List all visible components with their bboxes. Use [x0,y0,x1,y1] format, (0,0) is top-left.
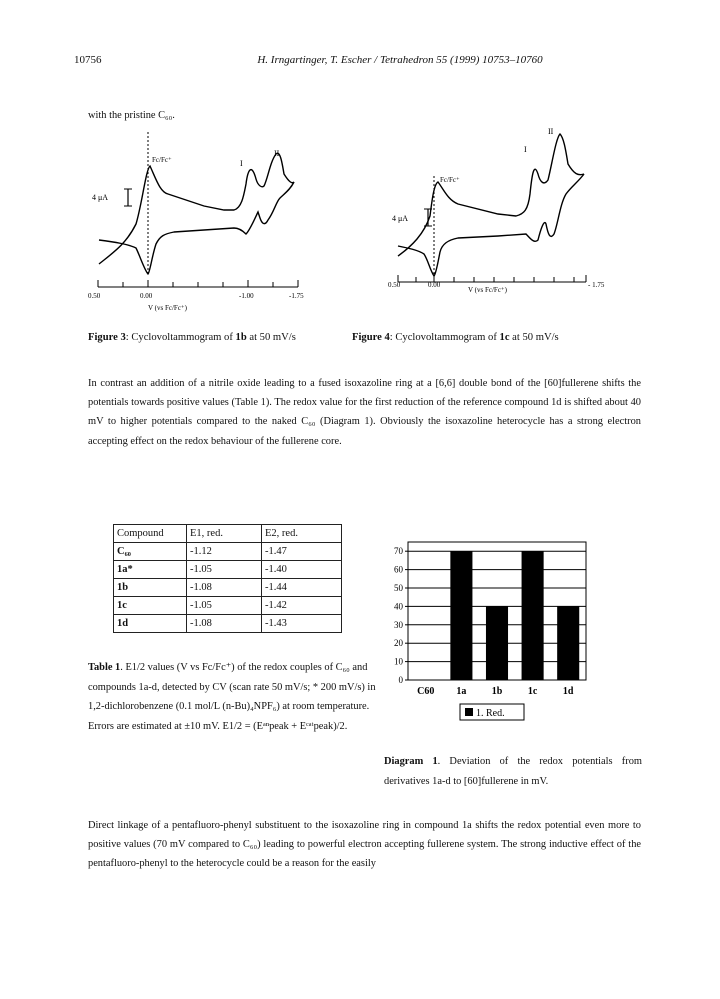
table-row: 1d -1.08 -1.43 [114,615,342,633]
peak-label-i: I [524,145,527,154]
cv-trace-upper [398,134,584,256]
figure4-caption: Figure 4: Cyclovoltammogram of 1c at 50 mV/s [352,332,559,343]
y-tick-label: 60 [394,564,403,575]
figure3-caption: Figure 3: Cyclovoltammogram of 1b at 50 mV/s [88,332,296,343]
table-redox-potentials [113,524,342,633]
tick-label-3: -1.00 [239,292,254,300]
tick-label-4: -1.75 [289,292,304,300]
table1-caption: Table 1. E1/2 values (V vs Fc/Fc⁺) of the redox couples of C₆₀ and compounds 1a-d, detected by CV (scan rate 50 mV/s; * 200 mV/s) in 1,2-dichlorobenzene (0.1 mol/L (n-Bu)₄NPF₆) at room temperature. Errors are estimated at ±10 mV. E1/2 = (Eᵃⁿpeak + Eᶜᵃᵗpeak)/2. [88,662,376,732]
diagram1-bar-chart [384,534,594,744]
x-tick-label: 1c [527,686,538,697]
diagram1-caption: Diagram 1. Deviation of the redox potentials from derivatives 1a-d to [60]fullerene in mV. [384,756,642,787]
bar-1a [450,551,472,680]
y-tick-label: 70 [394,546,403,557]
tick-label-1: 0.50 [88,292,101,300]
y-tick-label: 0 [398,675,403,685]
y-tick-label: 40 [394,601,403,612]
x-tick-label: 1d [562,686,574,697]
header-e2: E2, red. [262,525,342,543]
y-tick-label: 30 [394,619,403,630]
intro-fragment: with the pristine C₆₀. [88,110,175,121]
table-row: 1a* -1.05 -1.40 [114,561,342,579]
bar-1c [522,551,544,680]
figure3-voltammogram [84,124,324,324]
fc-label: Fc/Fc⁺ [152,156,172,164]
y-tick-label: 20 [394,638,403,649]
x-tick-label: 1b [491,686,503,697]
table-row: C₆₀ -1.12 -1.47 [114,543,342,561]
y-tick-label: 10 [394,656,403,667]
axis-label: V (vs Fc/Fc⁺) [148,304,187,312]
axis-label: V (vs Fc/Fc⁺) [468,286,507,294]
legend-swatch [465,708,473,716]
table-header-row [114,525,342,543]
tick-label-3: - 1.75 [588,281,605,289]
x-axis-ticks [98,280,298,287]
tick-label-2: 0.00 [140,292,153,300]
tick-label-2: 0.00 [428,281,441,289]
header-e1: E1, red. [187,525,262,543]
running-header-citation: H. Irngartinger, T. Escher / Tetrahedron 55 (1999) 10753–10760 [257,54,543,66]
x-axis-ticks [398,275,586,282]
table-row: 1b -1.08 -1.44 [114,579,342,597]
fc-label: Fc/Fc⁺ [440,176,460,184]
tick-label-1: 0.50 [388,281,401,289]
peak-label-i: I [240,159,243,168]
peak-label-ii: II [548,127,554,136]
cv-trace-upper [99,153,294,264]
x-tick-label: 1a [456,686,467,697]
header-compound: Compound [114,525,187,543]
legend-label: 1. Red. [476,708,505,719]
peak-label-ii: II [274,149,280,158]
paragraph-redox-shift: In contrast an addition of a nitrile oxide leading to a fused isoxazoline ring at a [6,6] double bond of the [60]fullerene shifts the potentials towards positive values (Table 1). The redox value for the first reduction of the reference compound 1d is shifted about 40 mV to higher potentials compared to the naked C₆₀ (Diagram 1). Obviously the isoxazoline heterocycle has a strong electron accepting effect on the redox behaviour of the fullerene core. [88,378,641,447]
paragraph-pentafluorophenyl: Direct linkage of a pentafluoro-phenyl substituent to the isoxazoline ring in compound 1a shifts the redox potential even more to positive values (70 mV compared to C₆₀) leading to powerful electron accepting fullerene system. The strong inductive effect of the pentafluoro-phenyl to the heterocycle could be a reason for the easily [88,820,641,870]
table-row: 1c -1.05 -1.42 [114,597,342,615]
y-tick-label: 50 [394,583,403,593]
bar-1d [557,606,579,680]
figure4-voltammogram [388,124,638,324]
scale-label: 4 μA [392,214,409,223]
scale-label: 4 μA [92,193,109,202]
x-tick-label: C60 [417,686,435,697]
page-number: 10756 [74,54,102,66]
bar-1b [486,606,508,680]
